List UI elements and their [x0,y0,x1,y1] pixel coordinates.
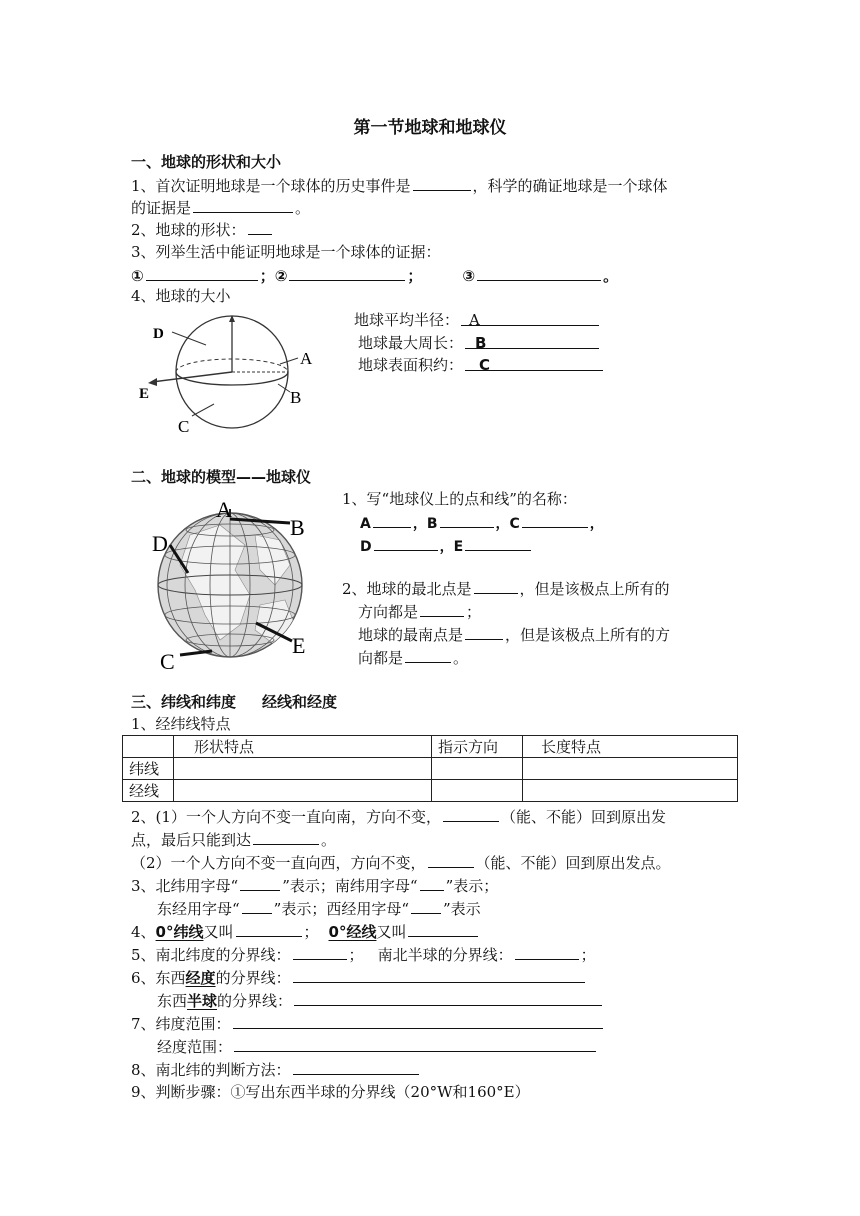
question-1-1 [131,175,668,196]
q1-text: 1、首次证明地球是一个球体的历史事件是 [131,177,411,195]
answer-blank[interactable] [474,578,518,594]
answer-blank[interactable] [443,806,499,822]
label-e: E [139,386,150,402]
q6-text-d: 东西 [157,992,188,1010]
answer-blank[interactable] [428,852,474,868]
question-3-6 [131,967,587,988]
question-3-9: 9、判断步骤：①写出东西半球的分界线（20°W和160°E） [131,1083,530,1101]
question-3-3-b [157,898,481,919]
question-1-2 [131,219,274,240]
answer-blank[interactable] [233,1013,603,1029]
answer-blank[interactable] [440,512,494,528]
question-1-3-answers [131,265,618,286]
point-b: B [426,516,438,532]
q2-text-e: 地球的最南点是 [358,626,464,644]
sep: ， [439,539,454,555]
q5-text-d: ； [580,946,596,964]
answer-blank[interactable] [420,601,464,617]
circle-1: ① [131,267,144,285]
end-mark: 。 [603,267,619,285]
table-header-cell: 长度特点 [523,736,738,758]
table-cell[interactable] [523,780,738,802]
table-cell[interactable] [432,780,523,802]
circle-3: ③ [462,267,476,285]
sep: ， [412,516,427,532]
point-e: E [453,539,464,555]
answer-blank[interactable] [465,535,531,551]
answer-blank[interactable] [293,944,347,960]
question-3-4 [131,921,480,942]
globe-label-c: C [160,649,175,674]
point-d: D [360,539,372,555]
answer-blank[interactable] [253,829,319,845]
circumference-row [358,333,601,353]
q3-text-c: ”表示； [445,877,499,895]
table-cell: 经线 [123,780,174,802]
answer-blank[interactable] [242,898,272,914]
answer-blank[interactable] [240,875,280,891]
question-2-2 [342,578,670,599]
q2-text-e: （2）一个人方向不变一直向西，方向不变， [131,854,426,872]
question-3-2-2 [131,852,671,873]
table-header-row [123,736,738,758]
q7-text-b: 经度范围： [157,1038,233,1056]
q1-text-b: ，科学的确证地球是一个球体 [472,177,668,195]
q5-text-c: 南北半球的分界线： [377,946,513,964]
q4-text-d: ； [303,923,319,941]
answer-blank[interactable] [522,512,588,528]
table-row [123,758,738,780]
prime-meridian-term: 0°经线 [328,923,377,941]
question-3-5 [131,944,596,965]
question-3-7-b [157,1036,598,1057]
q4-text-a: 4、 [131,923,156,941]
question-1-4: 4、地球的大小 [131,287,231,305]
question-2-2-b [358,601,481,622]
question-2-1: 1、写“地球仪上的点和线”的名称： [342,490,577,508]
question-1-3: 3、列举生活中能证明地球是一个球体的证据： [131,243,441,261]
answer-blank[interactable] [193,197,293,213]
question-2-1-answers-b [360,535,533,557]
circumference-blank[interactable]: B [465,333,599,349]
answer-blank[interactable] [236,921,302,937]
q2-text-c: 点，最后只能到达 [131,831,252,849]
q1-text-d: 。 [295,199,311,217]
answer-blank[interactable] [374,535,438,551]
answer-blank[interactable] [294,990,602,1006]
q2-text-f: （能、不能）回到原出发点。 [475,854,671,872]
q7-text-a: 7、纬度范围： [131,1015,231,1033]
answer-blank[interactable] [405,647,451,663]
globe-diagram [150,495,320,675]
answer-blank[interactable] [515,944,579,960]
answer-blank[interactable] [146,265,258,281]
question-1-1-cont [131,197,310,218]
q2-text-d: ； [466,603,482,621]
radius-blank[interactable]: A [461,310,599,326]
q6-term-b: 半球 [187,992,218,1010]
table-cell[interactable] [432,758,523,780]
point-c: C [509,516,520,532]
section-2-heading: 二、地球的模型——地球仪 [131,468,312,486]
answer-blank[interactable] [293,967,585,983]
question-3-8 [131,1059,421,1080]
q1-text-c: 的证据是 [131,199,192,217]
label-a: A [300,349,313,368]
sep: ； [407,267,423,285]
label-d: D [153,326,164,342]
section-1-heading: 一、地球的形状和大小 [131,153,282,171]
q3-text-a: 3、北纬用字母“ [131,877,239,895]
q5-text-a: 5、南北纬度的分界线： [131,946,291,964]
q8-text: 8、南北纬的判断方法： [131,1061,291,1079]
globe-label-a: A [216,497,232,522]
q2-text-f: ，但是该极点上所有的方 [505,626,671,644]
area-label: 地球表面积约： [358,356,464,374]
table-cell[interactable] [174,780,432,802]
answer-blank[interactable] [477,265,601,281]
table-row [123,780,738,802]
q3-text-f: ”表示 [443,900,481,918]
table-cell[interactable] [523,758,738,780]
question-2-2-d [358,647,468,668]
q6-text-f: 的分界线： [217,992,293,1010]
lat-lon-table [122,735,738,802]
globe-label-b: B [290,515,305,540]
table-header-cell: 形状特点 [174,736,432,758]
q2-text-a: 2、(1）一个人方向不变一直向南，方向不变， [131,808,441,826]
circumference-label: 地球最大周长： [358,334,464,352]
answer-blank[interactable] [420,875,444,891]
table-header-cell [123,736,174,758]
q3-text-d: 东经用字母“ [157,900,240,918]
question-3-2-1 [131,806,666,827]
sphere-diagram [130,312,330,440]
answer-blank[interactable] [293,1059,419,1075]
page-title: 第一节地球和地球仪 [353,118,507,138]
answer-blank[interactable] [373,512,411,528]
q4-text-f: 又叫 [376,923,407,941]
q2-text-h: 。 [453,649,469,667]
point-a: A [360,516,371,532]
q2-text-c: 方向都是 [358,603,419,621]
q6-text-a: 6、东西 [131,969,186,987]
answer-blank[interactable] [465,624,503,640]
q2-text-a: 2、地球的最北点是 [342,580,472,598]
question-3-3 [131,875,498,896]
table-cell: 纬线 [123,758,174,780]
q2-text: 2、地球的形状： [131,221,246,239]
section-3-heading [131,692,337,712]
circle-2: ；② [259,267,288,285]
question-3-2-1-cont [131,829,336,850]
label-c: C [178,417,190,436]
answer-blank[interactable] [413,175,471,191]
question-2-1-answers-a [360,512,604,534]
question-3-6-b [157,990,604,1011]
heading-part-b: 经线和经度 [262,693,338,711]
answer-blank[interactable] [289,265,405,281]
globe-label-d: D [152,531,168,556]
question-2-2-c [358,624,670,645]
heading-part-a: 三、纬线和纬度 [131,693,237,711]
question-3-1: 1、经纬线特点 [131,715,231,733]
table-cell[interactable] [174,758,432,780]
radius-label: 地球平均半径： [354,311,460,329]
answer-blank[interactable] [411,898,441,914]
q6-text-c: 的分界线： [215,969,291,987]
sep: ， [589,516,604,532]
q2-text-b: （能、不能）回到原出发 [500,808,666,826]
table-header-cell: 指示方向 [432,736,523,758]
sep: ， [495,516,510,532]
radius-row [354,310,601,330]
q6-term-a: 经度 [185,969,216,987]
q2-text-d: 。 [321,831,337,849]
q2-text-b: ，但是该极点上所有的 [519,580,670,598]
label-b: B [290,388,302,407]
q2-text-g: 向都是 [358,649,404,667]
q3-text-b: ”表示；南纬用字母“ [282,877,418,895]
q5-text-b: ； [348,946,364,964]
q4-text-c: 又叫 [203,923,234,941]
question-3-7 [131,1013,605,1034]
area-row [358,355,605,375]
area-blank[interactable]: C [465,355,603,371]
q3-text-e: ”表示；西经用字母“ [273,900,410,918]
answer-blank[interactable] [408,921,478,937]
answer-blank[interactable] [234,1036,596,1052]
equator-term: 0°纬线 [155,923,204,941]
answer-blank[interactable] [248,219,272,235]
globe-label-e: E [292,633,306,658]
